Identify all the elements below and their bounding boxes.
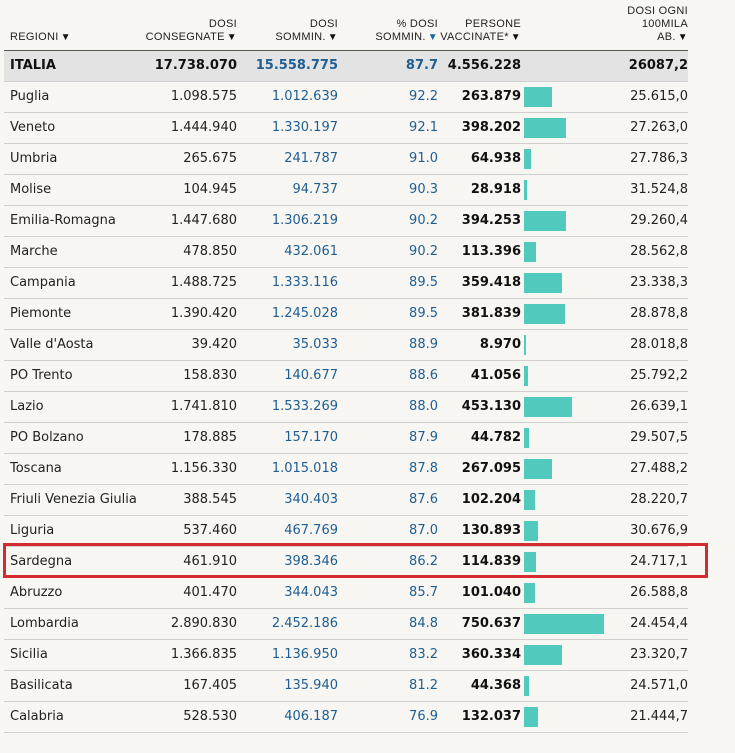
cell-somministrate: 1.306.219 bbox=[271, 213, 338, 228]
header-dosi100k-line1: DOSI OGNI bbox=[627, 5, 688, 17]
sort-arrow-icon: ▼ bbox=[226, 32, 237, 43]
cell-percentuale: 87.9 bbox=[409, 430, 438, 445]
cell-persone: 360.334 bbox=[461, 647, 521, 662]
vaccinated-bar bbox=[524, 490, 535, 510]
cell-dosi100k: 31.524,8 bbox=[630, 182, 688, 197]
cell-somministrate: 344.043 bbox=[284, 585, 338, 600]
cell-consegnate: 1.447.680 bbox=[170, 213, 237, 228]
cell-persone: 453.130 bbox=[461, 399, 521, 414]
cell-dosi100k: 26.639,1 bbox=[630, 399, 688, 414]
cell-regione: PO Trento bbox=[10, 368, 73, 383]
cell-consegnate: 1.366.835 bbox=[170, 647, 237, 662]
vaccinated-bar bbox=[524, 552, 536, 572]
cell-percentuale: 87.8 bbox=[409, 461, 438, 476]
header-consegnate[interactable] bbox=[146, 18, 237, 44]
cell-somministrate: 241.787 bbox=[284, 151, 338, 166]
vaccinated-bar bbox=[524, 614, 604, 634]
cell-regione: Emilia-Romagna bbox=[10, 213, 116, 228]
cell-consegnate: 1.741.810 bbox=[170, 399, 237, 414]
cell-percentuale: 90.3 bbox=[409, 182, 438, 197]
cell-regione: Veneto bbox=[10, 120, 56, 135]
cell-percentuale: 85.7 bbox=[409, 585, 438, 600]
cell-regione: Piemonte bbox=[10, 306, 72, 321]
cell-dosi100k: 25.792,2 bbox=[630, 368, 688, 383]
vaccinated-bar bbox=[524, 645, 562, 665]
vaccinated-bar bbox=[524, 211, 566, 231]
cell-somministrate: 1.330.197 bbox=[271, 120, 338, 135]
cell-consegnate: 158.830 bbox=[183, 368, 237, 383]
vaccinated-bar bbox=[524, 304, 565, 324]
cell-somministrate: 1.333.116 bbox=[271, 275, 338, 290]
cell-dosi100k: 23.320,7 bbox=[630, 647, 688, 662]
cell-regione: Puglia bbox=[10, 89, 50, 104]
cell-regione: Sardegna bbox=[10, 554, 73, 569]
vaccinated-bar bbox=[524, 87, 552, 107]
cell-dosi100k: 29.507,5 bbox=[630, 430, 688, 445]
table-row bbox=[4, 702, 688, 733]
cell-somministrate: 398.346 bbox=[284, 554, 338, 569]
cell-regione: Molise bbox=[10, 182, 52, 197]
cell-dosi100k: 27.786,3 bbox=[630, 151, 688, 166]
cell-percentuale: 91.0 bbox=[409, 151, 438, 166]
cell-somministrate: 467.769 bbox=[284, 523, 338, 538]
cell-regione: Toscana bbox=[10, 461, 62, 476]
table-row bbox=[4, 640, 688, 671]
sort-arrow-icon: ▼ bbox=[60, 32, 71, 43]
cell-percentuale: 90.2 bbox=[409, 213, 438, 228]
table-row bbox=[4, 206, 688, 237]
cell-dosi100k: 28.562,8 bbox=[630, 244, 688, 259]
cell-regione: Valle d'Aosta bbox=[10, 337, 94, 352]
header-consegnate-line2: CONSEGNATE bbox=[145, 31, 225, 43]
header-regioni-label: REGIONI bbox=[10, 31, 59, 43]
vaccinated-bar bbox=[524, 335, 526, 355]
cell-regione: Abruzzo bbox=[10, 585, 63, 600]
cell-persone: 4.556.228 bbox=[447, 58, 521, 73]
cell-regione: Basilicata bbox=[10, 678, 73, 693]
table-row bbox=[4, 516, 688, 547]
cell-dosi100k: 26.588,8 bbox=[630, 585, 688, 600]
table-row bbox=[4, 485, 688, 516]
cell-consegnate: 17.738.070 bbox=[154, 58, 237, 73]
cell-persone: 41.056 bbox=[470, 368, 521, 383]
cell-percentuale: 83.2 bbox=[409, 647, 438, 662]
header-dosi100k-line2: 100MILA bbox=[641, 18, 688, 30]
cell-dosi100k: 26087,2 bbox=[628, 58, 688, 73]
vaccinated-bar bbox=[524, 149, 531, 169]
cell-consegnate: 388.545 bbox=[183, 492, 237, 507]
cell-consegnate: 167.405 bbox=[183, 678, 237, 693]
cell-somministrate: 157.170 bbox=[284, 430, 338, 445]
cell-consegnate: 1.488.725 bbox=[170, 275, 237, 290]
cell-somministrate: 94.737 bbox=[292, 182, 338, 197]
cell-percentuale: 88.6 bbox=[409, 368, 438, 383]
cell-persone: 8.970 bbox=[479, 337, 521, 352]
cell-percentuale: 89.5 bbox=[409, 306, 438, 321]
vaccinated-bar bbox=[524, 676, 529, 696]
sort-arrow-icon: ▼ bbox=[677, 32, 688, 43]
table-row bbox=[4, 330, 688, 361]
table-row bbox=[4, 82, 688, 113]
cell-consegnate: 1.390.420 bbox=[170, 306, 237, 321]
header-dosi100k[interactable] bbox=[627, 5, 688, 44]
header-persone-line1: PERSONE bbox=[465, 18, 521, 30]
header-consegnate-line1: DOSI bbox=[208, 18, 237, 30]
vaccinated-bar bbox=[524, 180, 527, 200]
vaccinated-bar bbox=[524, 242, 536, 262]
cell-regione: Sicilia bbox=[10, 647, 48, 662]
cell-persone: 28.918 bbox=[470, 182, 521, 197]
table-row bbox=[4, 113, 688, 144]
cell-somministrate: 15.558.775 bbox=[255, 58, 338, 73]
cell-somministrate: 140.677 bbox=[284, 368, 338, 383]
cell-percentuale: 92.1 bbox=[409, 120, 438, 135]
cell-regione: Lombardia bbox=[10, 616, 79, 631]
cell-persone: 394.253 bbox=[461, 213, 521, 228]
cell-consegnate: 1.156.330 bbox=[170, 461, 237, 476]
cell-somministrate: 1.015.018 bbox=[271, 461, 338, 476]
cell-regione: ITALIA bbox=[10, 58, 56, 73]
cell-persone: 44.368 bbox=[470, 678, 521, 693]
cell-somministrate: 1.533.269 bbox=[271, 399, 338, 414]
table-row bbox=[4, 144, 688, 175]
cell-regione: Lazio bbox=[10, 399, 44, 414]
cell-percentuale: 76.9 bbox=[409, 709, 438, 724]
cell-percentuale: 87.7 bbox=[405, 58, 438, 73]
table-row bbox=[4, 578, 688, 609]
cell-persone: 114.839 bbox=[461, 554, 521, 569]
table-row bbox=[4, 237, 688, 268]
vaccinated-bar bbox=[524, 459, 552, 479]
vaccine-table bbox=[4, 0, 688, 733]
cell-persone: 359.418 bbox=[461, 275, 521, 290]
cell-regione: Marche bbox=[10, 244, 58, 259]
cell-somministrate: 35.033 bbox=[292, 337, 338, 352]
table-row bbox=[4, 361, 688, 392]
vaccinated-bar bbox=[524, 273, 562, 293]
vaccinated-bar bbox=[524, 521, 538, 541]
cell-persone: 132.037 bbox=[461, 709, 521, 724]
cell-somministrate: 432.061 bbox=[284, 244, 338, 259]
table-row bbox=[4, 175, 688, 206]
cell-dosi100k: 28.018,8 bbox=[630, 337, 688, 352]
table-body bbox=[4, 51, 688, 733]
header-persone-line2: VACCINATE* bbox=[440, 31, 509, 43]
header-percentuale-line1: % DOSI bbox=[396, 18, 438, 30]
cell-persone: 398.202 bbox=[461, 120, 521, 135]
cell-consegnate: 528.530 bbox=[183, 709, 237, 724]
cell-dosi100k: 27.263,0 bbox=[630, 120, 688, 135]
table-row bbox=[4, 392, 688, 423]
cell-persone: 101.040 bbox=[461, 585, 521, 600]
cell-dosi100k: 24.454,4 bbox=[630, 616, 688, 631]
cell-consegnate: 478.850 bbox=[183, 244, 237, 259]
cell-dosi100k: 27.488,2 bbox=[630, 461, 688, 476]
table-row bbox=[4, 609, 688, 640]
cell-consegnate: 39.420 bbox=[191, 337, 237, 352]
cell-percentuale: 89.5 bbox=[409, 275, 438, 290]
cell-regione: Calabria bbox=[10, 709, 64, 724]
table-row bbox=[4, 268, 688, 299]
table-row-total bbox=[4, 51, 688, 82]
cell-somministrate: 1.012.639 bbox=[271, 89, 338, 104]
cell-persone: 381.839 bbox=[461, 306, 521, 321]
cell-persone: 263.879 bbox=[461, 89, 521, 104]
cell-somministrate: 1.245.028 bbox=[271, 306, 338, 321]
cell-dosi100k: 23.338,3 bbox=[630, 275, 688, 290]
header-somministrate-line2: SOMMIN. bbox=[275, 31, 326, 43]
header-percentuale[interactable] bbox=[375, 18, 438, 44]
cell-persone: 130.893 bbox=[461, 523, 521, 538]
vaccinated-bar bbox=[524, 397, 572, 417]
sort-arrow-icon: ▼ bbox=[327, 32, 338, 43]
cell-dosi100k: 28.220,7 bbox=[630, 492, 688, 507]
cell-percentuale: 88.9 bbox=[409, 337, 438, 352]
cell-regione: Umbria bbox=[10, 151, 58, 166]
sort-arrow-icon: ▼ bbox=[427, 32, 438, 43]
cell-persone: 267.095 bbox=[461, 461, 521, 476]
cell-dosi100k: 24.571,0 bbox=[630, 678, 688, 693]
cell-consegnate: 401.470 bbox=[183, 585, 237, 600]
cell-dosi100k: 28.878,8 bbox=[630, 306, 688, 321]
header-somministrate[interactable] bbox=[275, 18, 338, 44]
cell-consegnate: 265.675 bbox=[183, 151, 237, 166]
vaccinated-bar bbox=[524, 118, 566, 138]
vaccinated-bar bbox=[524, 707, 538, 727]
cell-somministrate: 406.187 bbox=[284, 709, 338, 724]
cell-percentuale: 92.2 bbox=[409, 89, 438, 104]
cell-consegnate: 1.098.575 bbox=[170, 89, 237, 104]
vaccinated-bar bbox=[524, 583, 535, 603]
header-persone[interactable] bbox=[440, 18, 521, 44]
cell-percentuale: 87.0 bbox=[409, 523, 438, 538]
cell-persone: 750.637 bbox=[461, 616, 521, 631]
cell-consegnate: 178.885 bbox=[183, 430, 237, 445]
table-row bbox=[4, 299, 688, 330]
cell-persone: 113.396 bbox=[461, 244, 521, 259]
vaccinated-bar bbox=[524, 428, 529, 448]
cell-persone: 102.204 bbox=[461, 492, 521, 507]
cell-percentuale: 88.0 bbox=[409, 399, 438, 414]
cell-dosi100k: 29.260,4 bbox=[630, 213, 688, 228]
header-regioni[interactable] bbox=[10, 31, 71, 44]
sort-arrow-icon: ▼ bbox=[510, 32, 521, 43]
cell-somministrate: 340.403 bbox=[284, 492, 338, 507]
cell-dosi100k: 30.676,9 bbox=[630, 523, 688, 538]
header-dosi100k-line3: AB. bbox=[657, 31, 676, 43]
cell-regione: Friuli Venezia Giulia bbox=[10, 492, 137, 507]
header-percentuale-line2: SOMMIN. bbox=[375, 31, 426, 43]
cell-persone: 44.782 bbox=[470, 430, 521, 445]
cell-dosi100k: 25.615,0 bbox=[630, 89, 688, 104]
cell-percentuale: 87.6 bbox=[409, 492, 438, 507]
cell-somministrate: 2.452.186 bbox=[271, 616, 338, 631]
table-row bbox=[4, 671, 688, 702]
cell-somministrate: 135.940 bbox=[284, 678, 338, 693]
cell-percentuale: 86.2 bbox=[409, 554, 438, 569]
cell-consegnate: 537.460 bbox=[183, 523, 237, 538]
cell-somministrate: 1.136.950 bbox=[271, 647, 338, 662]
cell-percentuale: 90.2 bbox=[409, 244, 438, 259]
cell-persone: 64.938 bbox=[470, 151, 521, 166]
cell-dosi100k: 21.444,7 bbox=[630, 709, 688, 724]
cell-consegnate: 2.890.830 bbox=[170, 616, 237, 631]
cell-regione: Liguria bbox=[10, 523, 55, 538]
table-row bbox=[4, 454, 688, 485]
cell-percentuale: 84.8 bbox=[409, 616, 438, 631]
table-row bbox=[4, 547, 688, 578]
cell-consegnate: 461.910 bbox=[183, 554, 237, 569]
vaccinated-bar bbox=[524, 366, 528, 386]
cell-percentuale: 81.2 bbox=[409, 678, 438, 693]
cell-consegnate: 104.945 bbox=[183, 182, 237, 197]
table-header bbox=[4, 0, 688, 51]
cell-consegnate: 1.444.940 bbox=[170, 120, 237, 135]
cell-regione: Campania bbox=[10, 275, 76, 290]
header-somministrate-line1: DOSI bbox=[309, 18, 338, 30]
cell-regione: PO Bolzano bbox=[10, 430, 84, 445]
cell-dosi100k: 24.717,1 bbox=[630, 554, 688, 569]
table-row bbox=[4, 423, 688, 454]
